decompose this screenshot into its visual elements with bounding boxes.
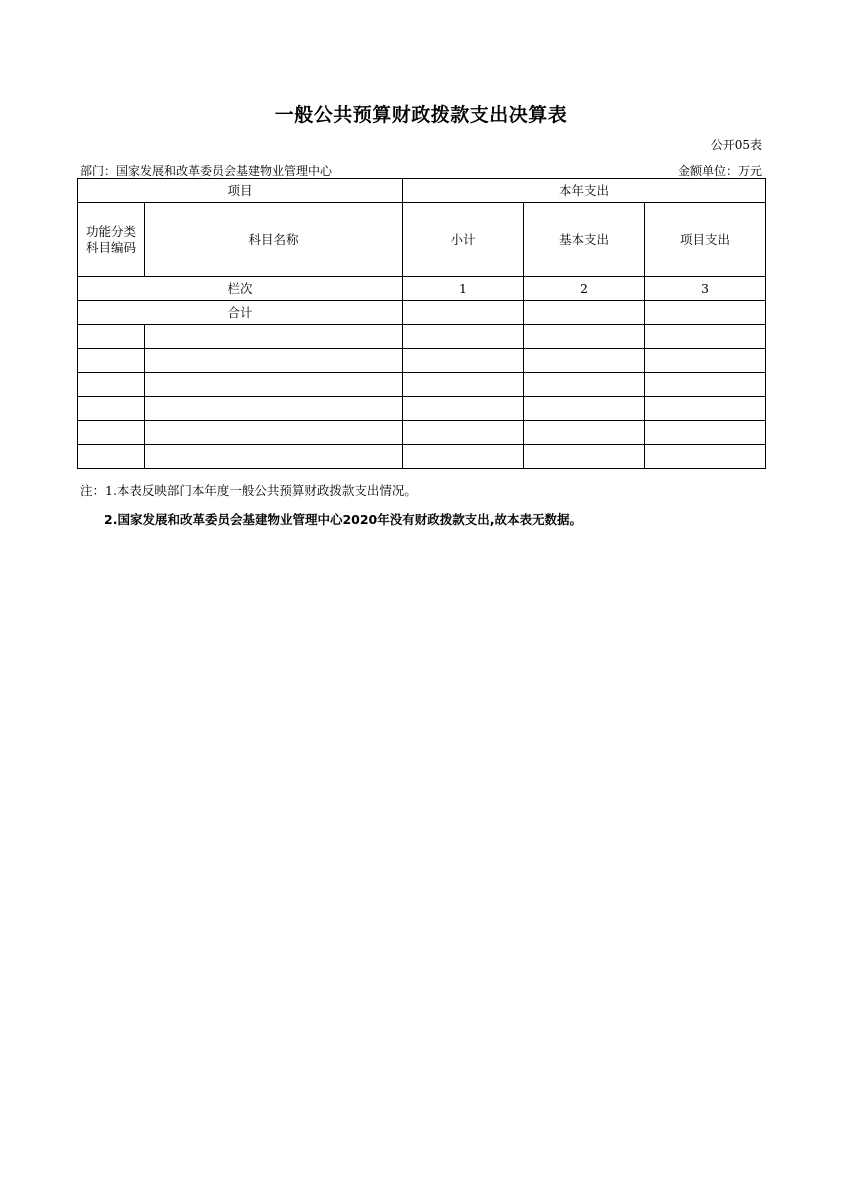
sequence-cell: 2	[524, 277, 645, 301]
table-cell	[145, 445, 403, 469]
table-cell	[78, 421, 145, 445]
table-row	[78, 325, 766, 349]
table-cell	[403, 397, 524, 421]
table-row	[78, 349, 766, 373]
header-function-code: 功能分类科目编码	[78, 203, 145, 277]
expenditure-table	[77, 178, 766, 469]
table-cell	[78, 325, 145, 349]
note-2: 2.国家发展和改革委员会基建物业管理中心2020年没有财政拨款支出,故本表无数据。	[104, 512, 582, 527]
table-cell	[145, 325, 403, 349]
table-cell	[403, 421, 524, 445]
table-cell	[145, 397, 403, 421]
table-cell	[645, 421, 766, 445]
table-cell	[403, 349, 524, 373]
table-cell	[524, 445, 645, 469]
table-cell	[78, 445, 145, 469]
table-cell	[524, 349, 645, 373]
table-cell	[645, 325, 766, 349]
table-header-row-1	[78, 179, 766, 203]
table-cell	[645, 445, 766, 469]
table-cell	[403, 373, 524, 397]
table-row	[78, 421, 766, 445]
total-label: 合计	[78, 301, 403, 325]
table-cell	[645, 373, 766, 397]
table-row	[78, 373, 766, 397]
form-code: 公开05表	[710, 138, 762, 152]
sequence-cell: 3	[645, 277, 766, 301]
note-1: 注：1.本表反映部门本年度一般公共预算财政拨款支出情况。	[80, 483, 417, 498]
table-cell	[645, 349, 766, 373]
table-cell	[145, 421, 403, 445]
table-cell	[524, 397, 645, 421]
table-cell	[645, 397, 766, 421]
table-cell	[78, 397, 145, 421]
table-cell	[145, 373, 403, 397]
sequence-row	[78, 277, 766, 301]
table-row	[78, 397, 766, 421]
table-cell	[145, 349, 403, 373]
header-basic-expenditure: 基本支出	[524, 203, 645, 277]
table-header-row-2	[78, 203, 766, 277]
table-row	[78, 445, 766, 469]
table-cell	[524, 325, 645, 349]
table-cell	[78, 373, 145, 397]
header-subject-name: 科目名称	[145, 203, 403, 277]
table-cell	[403, 445, 524, 469]
sequence-cell: 1	[403, 277, 524, 301]
table-cell	[78, 349, 145, 373]
header-subtotal: 小计	[403, 203, 524, 277]
sequence-label: 栏次	[78, 277, 403, 301]
header-project-expenditure: 项目支出	[645, 203, 766, 277]
total-row	[78, 301, 766, 325]
department-label: 部门：国家发展和改革委员会基建物业管理中心	[80, 164, 333, 178]
table-cell	[524, 373, 645, 397]
page-title: 一般公共预算财政拨款支出决算表	[274, 104, 568, 126]
amount-unit-label: 金额单位：万元	[677, 164, 762, 178]
header-current-year: 本年支出	[403, 179, 766, 203]
total-cell	[645, 301, 766, 325]
table-cell	[524, 421, 645, 445]
table-cell	[403, 325, 524, 349]
total-cell	[524, 301, 645, 325]
total-cell	[403, 301, 524, 325]
header-project: 项目	[78, 179, 403, 203]
